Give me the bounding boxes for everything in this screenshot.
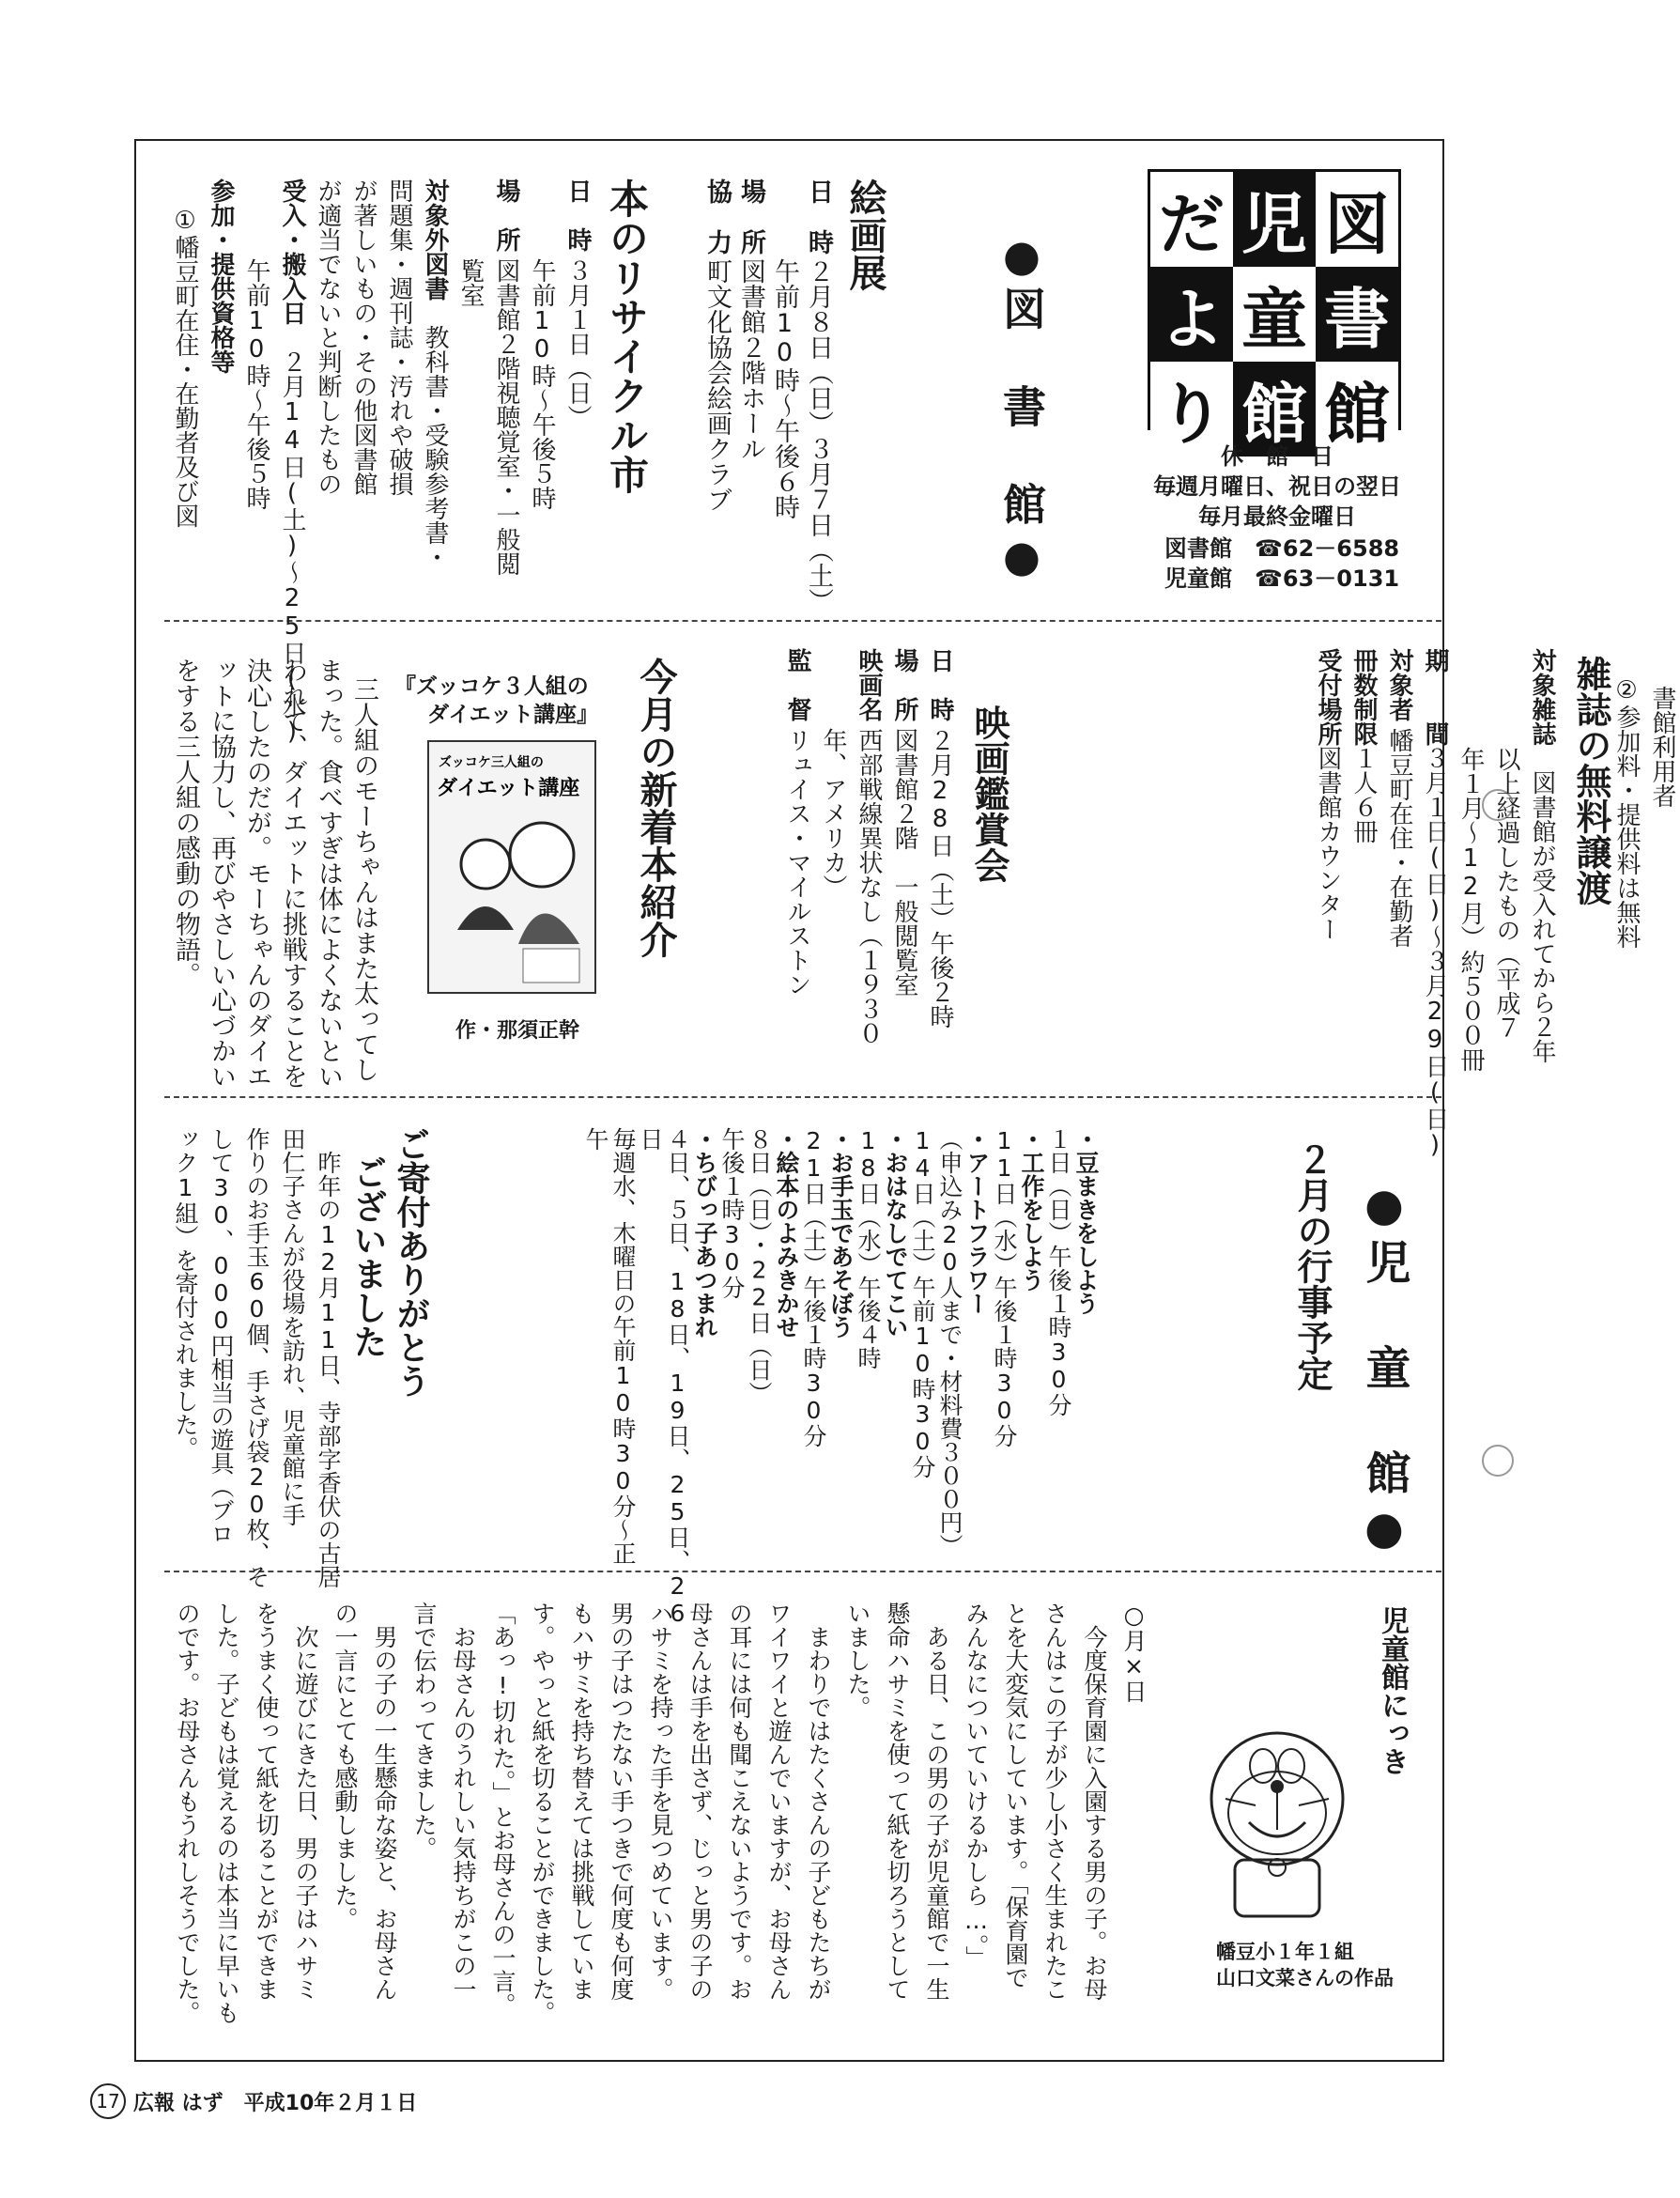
logo-char: 童 bbox=[1233, 267, 1316, 362]
recycle-place-2: 覧室 bbox=[456, 258, 485, 307]
event-detail: 毎週水、木曜日の午前10時30分～正 bbox=[609, 1127, 637, 1565]
schedule-title: ２月の行事予定 bbox=[1291, 1141, 1333, 1391]
donation-text: 田仁子さんが役場を訪れ、児童館に手 bbox=[279, 1127, 306, 1526]
diary-line: す。やっと紙を切ることができました。 bbox=[529, 1602, 556, 2024]
magazine-where: 図書館カウンター bbox=[1314, 746, 1342, 941]
childrens-phone: 児童館 ☎63－0131 bbox=[1164, 565, 1400, 592]
diary-line: ある日、この男の子が児童館で一生 bbox=[923, 1625, 950, 2001]
logo-char: 図 bbox=[1316, 172, 1398, 267]
diary-line: まわりではたくさんの子どもたちが bbox=[805, 1625, 832, 2001]
diary-line: もハサミを持ち替えては挑戦していま bbox=[568, 1602, 595, 2001]
label: 日 時 bbox=[804, 178, 833, 255]
logo-char: 書 bbox=[1316, 267, 1398, 362]
book-cover bbox=[427, 740, 596, 994]
section-divider bbox=[164, 620, 1441, 622]
diary-line: 母さんは手を出さず、じっと男の子の bbox=[686, 1602, 714, 2001]
newbook-title: 今月の新着本紹介 bbox=[634, 658, 677, 958]
recycle-time: 午前10時～午後５時 bbox=[528, 258, 556, 510]
exhibit-coop: 町文化協会絵画クラブ bbox=[702, 258, 732, 512]
logo-char: 館 bbox=[1233, 362, 1316, 457]
diary-line: とを大変気にしています。「保育園で bbox=[1002, 1602, 1029, 1989]
event-detail: 21日（土）午後１時30分 bbox=[800, 1127, 827, 1447]
excluded-text: が適当でないと判断したもの bbox=[314, 178, 342, 496]
drawing bbox=[1197, 1719, 1357, 1926]
donation-title: ございました bbox=[348, 1155, 387, 1358]
book-author: 作・那須正幹 bbox=[455, 1019, 580, 1043]
film-place: 図書館２階 一般閲覧室 bbox=[890, 728, 918, 997]
excluded-text: 問題集・週刊誌・汚れや破損 bbox=[385, 178, 413, 496]
magazine-target: 年１月～12月）約５００冊 bbox=[1457, 747, 1485, 1072]
label: 協 力 bbox=[702, 178, 732, 255]
label: 参加・提供資格等 bbox=[207, 178, 235, 374]
label: 日 時 bbox=[563, 178, 592, 252]
label: 受入・搬入日 bbox=[278, 178, 306, 325]
event-name: ・アートフラワー bbox=[963, 1127, 991, 1315]
logo-char: だ bbox=[1150, 172, 1233, 267]
magazine-period: ３月１日(日)～３月29日(日) bbox=[1421, 746, 1449, 1159]
excluded-text: が著しいもの・その他図書館 bbox=[349, 178, 378, 496]
book-title: 『ズッコケ３人組の bbox=[394, 674, 589, 699]
logo-char: り bbox=[1150, 362, 1233, 457]
label: 場 所 bbox=[890, 648, 918, 721]
library-phone: 図書館 ☎62－6588 bbox=[1164, 535, 1400, 562]
cover-text: ズッコケ三人組の bbox=[439, 755, 544, 770]
label: 対象雑誌 bbox=[1528, 648, 1556, 746]
phone-numbers bbox=[1164, 534, 1399, 594]
logo-char: 児 bbox=[1233, 172, 1316, 267]
section-divider bbox=[164, 1096, 1441, 1098]
artist-credit: 幡豆小１年１組 bbox=[1216, 1941, 1354, 1963]
qual-text: ②参加料・提供料は無料 bbox=[1612, 676, 1641, 949]
diary-line: みんなについていけるかしら…。」 bbox=[963, 1602, 990, 1970]
closed-line: 毎週月曜日、祝日の翌日 bbox=[1153, 473, 1401, 500]
event-detail: 午 bbox=[582, 1127, 609, 1151]
excluded-text: 教科書・受験参考書・ bbox=[421, 325, 449, 569]
film-director: リュイス・マイルストン bbox=[783, 728, 811, 997]
label: 期 間 bbox=[1421, 648, 1449, 746]
event-name: ・工作をしよう bbox=[1018, 1127, 1045, 1292]
closed-days bbox=[1117, 441, 1437, 532]
diary-line: 言で伝わってきました。 bbox=[410, 1602, 438, 1860]
magazine-target: 以上経過したもの（平成７ bbox=[1492, 747, 1520, 1040]
donation-text: ック1組）を寄付されました。 bbox=[172, 1127, 199, 1460]
donation-text: 作りのお手玉60個、手さげ袋20枚、そ bbox=[243, 1127, 270, 1588]
film-block bbox=[779, 648, 1010, 1090]
diary-line: 「あっ!切れた。」とお母さんの一言。 bbox=[489, 1602, 516, 2017]
recycle-title: 本のリサイクル市 bbox=[604, 178, 650, 494]
event-list bbox=[582, 1127, 1100, 1627]
diary-line: した。子どもは覚えるのは本当に早いも bbox=[213, 1602, 240, 2024]
magazine-who: 幡豆町在住・在勤者 bbox=[1385, 728, 1413, 948]
diary-line: お母さんのうれしい気持ちがこの一 bbox=[450, 1625, 477, 2001]
book-desc-line: 決心したのだが。モーちゃんのダイエ bbox=[242, 658, 271, 1089]
event-detail: 18日（水）午後４時 bbox=[855, 1127, 882, 1370]
label: 受付場所 bbox=[1314, 648, 1342, 746]
label: 監 督 bbox=[783, 648, 811, 721]
donation-title: ご寄付ありがとう bbox=[392, 1127, 430, 1398]
exhibit-date: ２月８日（日）３月７日（土） bbox=[804, 258, 833, 613]
event-name: ・豆まきをしよう bbox=[1072, 1127, 1100, 1315]
event-detail: １日（日）午後１時30分 bbox=[1045, 1127, 1072, 1416]
diary-line: のです。お母さんもうれしそうでした。 bbox=[174, 1602, 201, 2024]
diary-line: 今度保育園に入園する男の子。お母 bbox=[1081, 1625, 1108, 2001]
magazine-block bbox=[1310, 648, 1680, 1159]
diary-line: ハサミを持った手を見つめています。 bbox=[647, 1602, 674, 2001]
label: 対象者 bbox=[1385, 648, 1413, 721]
book-desc-line: 三人組のモーちゃんはまた太ってし bbox=[349, 676, 378, 1082]
event-name: ・お手玉であそぼう bbox=[827, 1127, 855, 1339]
diary-line: 懸命ハサミを使って紙を切ろうとして bbox=[884, 1602, 911, 2001]
label: 映画名 bbox=[855, 648, 883, 721]
film-date: ２月28日（土）午後２時 bbox=[926, 728, 954, 1029]
exhibit-title: 絵画展 bbox=[843, 178, 886, 291]
diary-line: 次に遊びにきた日、男の子はハサミ bbox=[292, 1625, 319, 2001]
event-detail: ８日（日）・22日（日） bbox=[746, 1127, 773, 1405]
recycle-place: 図書館２階視聴覚室・一般閲 bbox=[492, 258, 520, 576]
label: 日 時 bbox=[926, 648, 954, 721]
qual-text: ①幡豆町在住・在勤者及び図 bbox=[171, 207, 199, 528]
event-detail: （申込み20人まで・材料費３００円） bbox=[936, 1127, 963, 1557]
qual-text: 書館利用者 bbox=[1648, 686, 1676, 808]
cover-text: ダイエット講座 bbox=[437, 777, 580, 800]
book-desc-line: をする三人組の感動の物語。 bbox=[171, 658, 200, 987]
book-desc-line: われて、ダイエットに挑戦することを bbox=[278, 658, 307, 1089]
footer-text: 広報 はず 平成10年２月１日 bbox=[133, 2092, 418, 2115]
label: 場 所 bbox=[736, 178, 765, 255]
diary-date: ○月×日 bbox=[1120, 1602, 1148, 1703]
event-name: ・絵本のよみきかせ bbox=[773, 1127, 800, 1339]
diary-line: 男の子はつたない手つきで何度も何度 bbox=[608, 1602, 635, 2001]
diary-line: の一言にとても感動しました。 bbox=[331, 1602, 359, 1930]
accept-time: 午前10時～午後５時 bbox=[242, 258, 270, 510]
book-desc-line: まった。食べすぎは体によくないとい bbox=[314, 658, 343, 1089]
event-detail: 午後１時30分 bbox=[718, 1127, 746, 1299]
donation-block bbox=[167, 1127, 432, 1588]
label: 対象外図書 bbox=[421, 178, 449, 301]
event-detail: 14日（土）午前10時30分 bbox=[909, 1127, 936, 1478]
book-cover-illustration bbox=[429, 742, 594, 992]
film-name: 西部戦線異状なし（１９３０ bbox=[855, 728, 883, 1045]
recycle-date: ３月１日（日） bbox=[563, 258, 592, 429]
logo-char: よ bbox=[1150, 267, 1233, 362]
label: 場 所 bbox=[492, 178, 520, 252]
diary-line: をうまく使って紙を切ることができま bbox=[253, 1602, 280, 2001]
diary-line: ワイワイと遊んでいますが、お母さん bbox=[765, 1602, 793, 2001]
magazine-target: 図書館が受入れてから２年 bbox=[1528, 770, 1556, 1063]
doraemon-drawing-icon bbox=[1197, 1719, 1357, 1926]
event-detail: 日 bbox=[637, 1127, 664, 1151]
donation-text: 昨年の12月11日、寺部字香伏の古居 bbox=[315, 1151, 342, 1588]
event-detail: ４日、５日、18日、19日、25日、26 bbox=[664, 1127, 691, 1627]
donation-text: して30、000円相当の遊具（ブロ bbox=[208, 1127, 235, 1545]
film-title: 映画鑑賞会 bbox=[968, 704, 1010, 883]
page-number: 17 bbox=[90, 2083, 126, 2119]
closed-title: 休 館 日 bbox=[1221, 443, 1333, 470]
magazine-limit: １人６冊 bbox=[1349, 746, 1378, 844]
section-divider bbox=[164, 1571, 1441, 1572]
magazine-title: 雑誌の無料譲渡 bbox=[1570, 656, 1611, 906]
diary-title: 児童館にっき bbox=[1376, 1606, 1409, 1775]
book-desc-line: ットに協力し、再びやさしい心づかい bbox=[207, 658, 236, 1089]
diary-line: の耳には何も聞こえないようです。お bbox=[726, 1602, 753, 2001]
diary-line: 男の子の一生懸命な姿と、お母さん bbox=[371, 1625, 398, 2001]
film-name: 年、アメリカ） bbox=[819, 728, 847, 899]
library-header: ●図 書 館● bbox=[996, 230, 1047, 587]
exhibit-place: 図書館２階ホール bbox=[736, 258, 765, 461]
exhibit-time: 午前10時～午後６時 bbox=[770, 258, 799, 519]
diary-line: いました。 bbox=[844, 1602, 871, 1719]
event-name: ・ちびっ子あつまれ bbox=[691, 1127, 718, 1339]
accept-date: ２月14日(土)～25日(水) bbox=[278, 349, 306, 746]
diary-text bbox=[167, 1602, 1153, 2034]
binder-hole bbox=[1482, 1445, 1514, 1477]
diary-line: さんはこの子が少し小さく生まれたこ bbox=[1041, 1602, 1069, 2001]
book-title: ダイエット講座』 bbox=[427, 703, 599, 727]
artist-credit: 山口文菜さんの作品 bbox=[1216, 1967, 1394, 1989]
library-logo bbox=[1148, 169, 1401, 453]
closed-line: 毎月最終金曜日 bbox=[1198, 503, 1356, 530]
event-detail: 11日（水）午後１時30分 bbox=[991, 1127, 1018, 1447]
event-name: ・おはなしでてこい bbox=[882, 1127, 909, 1339]
label: 冊数制限 bbox=[1349, 648, 1378, 746]
logo-char: 館 bbox=[1316, 362, 1398, 457]
book-description bbox=[167, 658, 381, 1090]
childrens-header: ●児 童 館● bbox=[1358, 1179, 1410, 1562]
exhibit-block bbox=[700, 178, 886, 613]
